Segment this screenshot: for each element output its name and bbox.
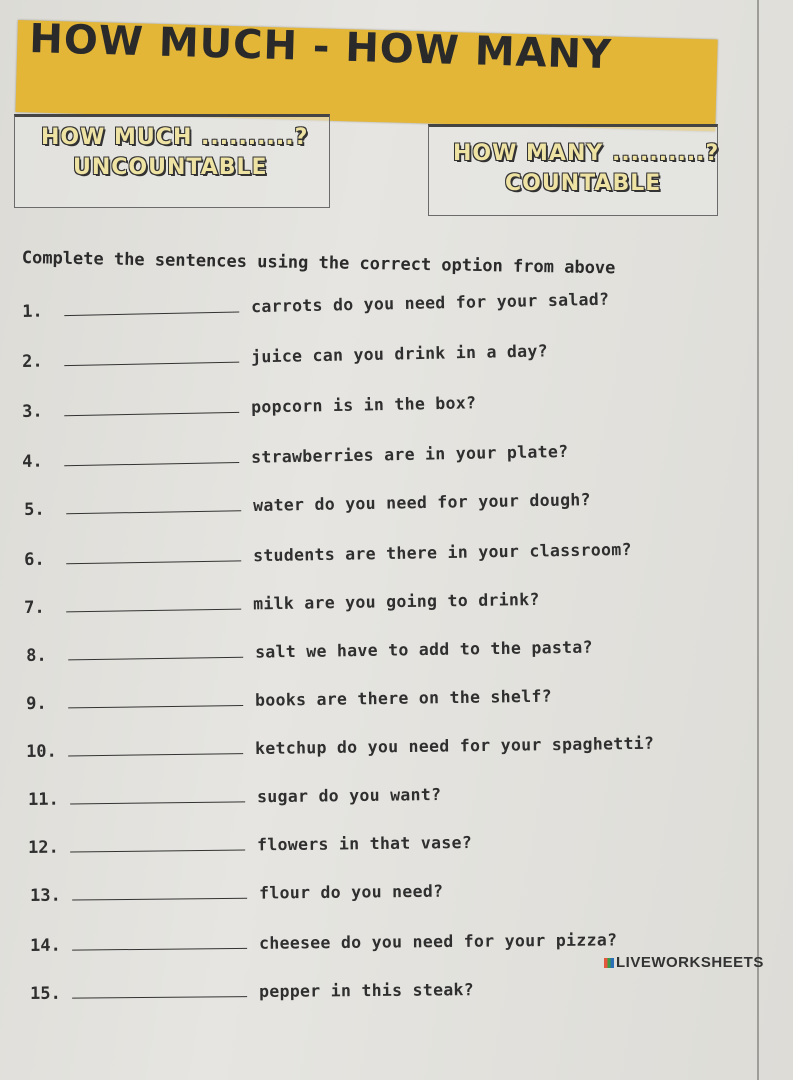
- question-number: 4.: [22, 451, 43, 472]
- answer-blank[interactable]: [72, 884, 247, 901]
- answer-blank[interactable]: [68, 691, 243, 708]
- question-row: [22, 442, 569, 472]
- question-text: students are there in your classroom?: [252, 539, 632, 566]
- question-row: [24, 590, 540, 618]
- question-text: flour do you need?: [258, 881, 444, 903]
- answer-blank[interactable]: [70, 787, 245, 804]
- question-number: 5.: [24, 499, 45, 520]
- question-row: [30, 882, 443, 906]
- answer-blank[interactable]: [66, 595, 241, 613]
- question-number: 1.: [22, 301, 43, 322]
- page-title: HOW MUCH - HOW MANY: [28, 16, 613, 79]
- question-row: [28, 785, 441, 810]
- question-number: 11.: [28, 789, 59, 810]
- answer-blank[interactable]: [70, 836, 245, 853]
- question-text: popcorn is in the box?: [250, 393, 477, 417]
- liveworksheets-icon: [604, 958, 614, 968]
- question-text: books are there on the shelf?: [254, 686, 552, 710]
- instruction-text: Complete the sentences using the correct option from above: [21, 248, 616, 279]
- question-number: 12.: [28, 837, 59, 858]
- question-text: pepper in this steak?: [258, 980, 475, 1002]
- question-row: [28, 833, 472, 858]
- question-row: [26, 734, 654, 762]
- question-row: [26, 687, 552, 714]
- question-text: strawberries are in your plate?: [250, 441, 569, 467]
- question-number: 8.: [26, 645, 47, 666]
- question-text: carrots do you need for your salad?: [250, 289, 610, 317]
- question-row: [22, 290, 609, 322]
- question-row: [24, 540, 632, 570]
- question-row: [22, 393, 476, 422]
- answer-blank[interactable]: [64, 348, 239, 367]
- question-text: water do you need for your dough?: [252, 490, 591, 516]
- answer-blank[interactable]: [64, 297, 239, 316]
- question-row: [24, 490, 591, 520]
- question-row: [30, 930, 617, 956]
- uncountable-box: [14, 114, 330, 208]
- question-number: 9.: [26, 693, 47, 714]
- question-row: [22, 341, 548, 372]
- answer-blank[interactable]: [66, 496, 241, 514]
- question-number: 6.: [24, 549, 45, 570]
- question-text: salt we have to add to the pasta?: [254, 637, 593, 662]
- question-text: cheesee do you need for your pizza?: [258, 930, 618, 953]
- countable-label: COUNTABLE: [505, 171, 662, 196]
- answer-blank[interactable]: [72, 934, 247, 951]
- liveworksheets-logo: [604, 954, 764, 971]
- question-number: 3.: [22, 401, 43, 422]
- question-number: 7.: [24, 597, 45, 618]
- answer-blank[interactable]: [68, 739, 243, 756]
- question-text: sugar do you want?: [256, 784, 442, 807]
- uncountable-label: UNCOUNTABLE: [73, 155, 268, 180]
- question-text: ketchup do you need for your spaghetti?: [254, 733, 655, 759]
- question-row: [26, 638, 593, 666]
- how-many-label: HOW MANY ..........?: [453, 141, 720, 166]
- question-number: 2.: [22, 351, 43, 372]
- answer-blank[interactable]: [64, 448, 239, 466]
- question-number: 15.: [30, 983, 61, 1004]
- question-number: 14.: [30, 935, 61, 956]
- question-row: [30, 980, 474, 1004]
- answer-blank[interactable]: [66, 546, 241, 564]
- how-much-label: HOW MUCH ..........?: [41, 125, 309, 150]
- question-number: 10.: [26, 741, 57, 762]
- question-text: juice can you drink in a day?: [250, 341, 549, 367]
- liveworksheets-text: LIVEWORKSHEETS: [616, 954, 764, 971]
- question-number: 13.: [30, 885, 61, 906]
- question-text: milk are you going to drink?: [252, 589, 540, 614]
- question-text: flowers in that vase?: [256, 832, 473, 855]
- answer-blank[interactable]: [68, 643, 243, 661]
- answer-blank[interactable]: [72, 982, 247, 999]
- page-edge-line: [757, 0, 759, 1080]
- countable-box: [428, 124, 718, 216]
- answer-blank[interactable]: [64, 398, 239, 416]
